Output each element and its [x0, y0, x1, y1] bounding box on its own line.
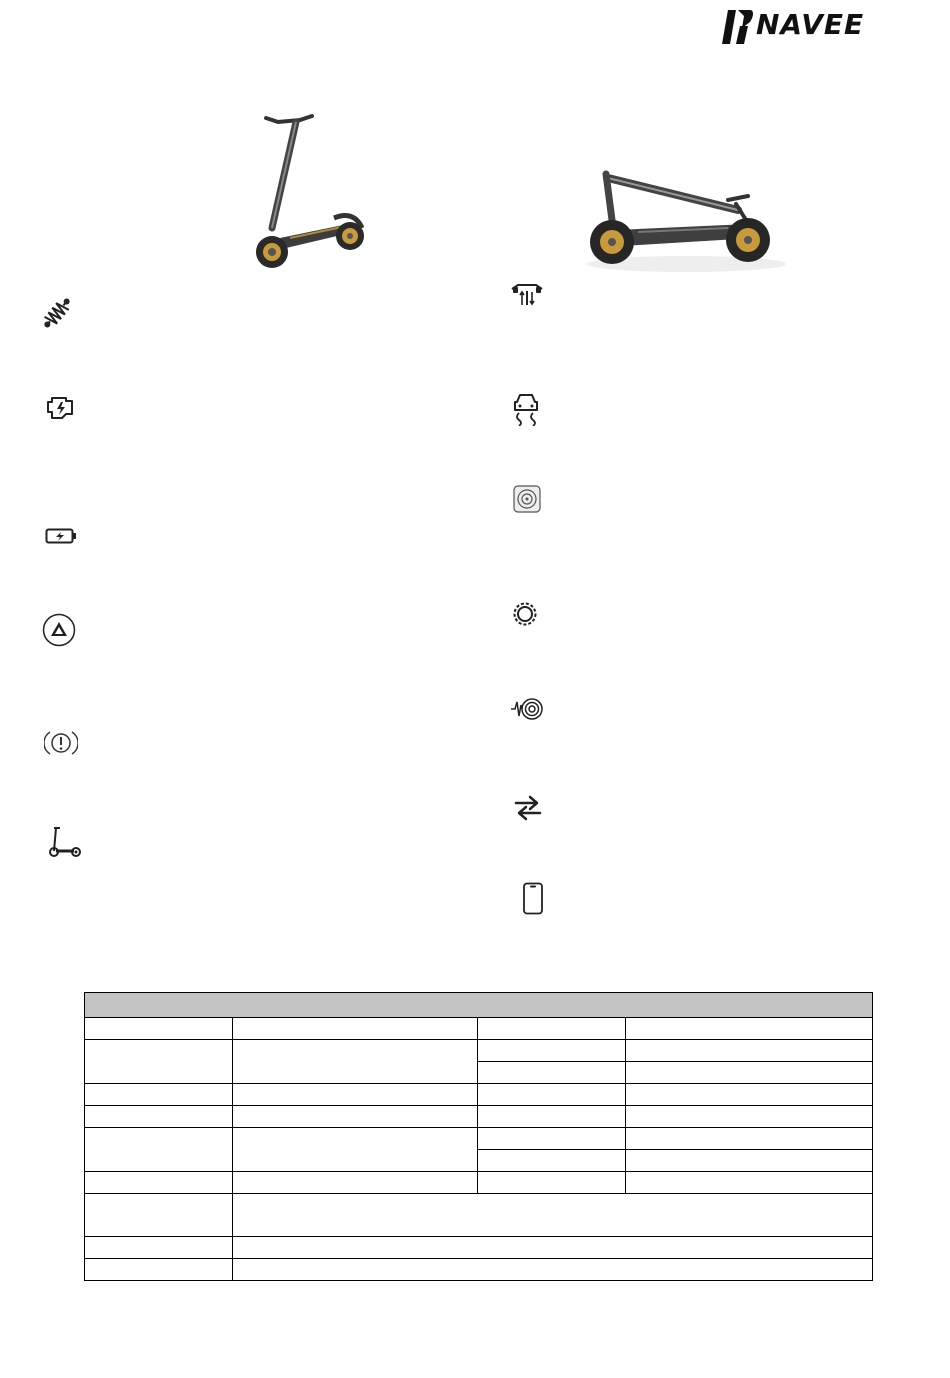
- table-cell: [233, 1237, 873, 1259]
- handlebar-adjust-icon: [510, 281, 544, 307]
- table-cell: [626, 1106, 873, 1128]
- table-cell: [233, 1259, 873, 1281]
- table-cell: [478, 1150, 626, 1172]
- table-cell: [626, 1172, 873, 1194]
- table-cell: [85, 1259, 233, 1281]
- table-cell: [85, 1040, 233, 1084]
- spec-table-header-row: [85, 993, 873, 1018]
- swap-arrows-icon: [512, 793, 544, 823]
- motor-power-icon: [44, 394, 78, 420]
- table-cell: [85, 1018, 233, 1040]
- table-cell: [626, 1084, 873, 1106]
- table-cell: [233, 1172, 478, 1194]
- skid-control-icon: [510, 392, 542, 426]
- tire-gear-icon: [512, 601, 538, 627]
- table-cell: [478, 1172, 626, 1194]
- table-cell: [85, 1106, 233, 1128]
- table-cell: [233, 1040, 478, 1084]
- scooter-icon: [48, 825, 82, 859]
- table-cell: [478, 1128, 626, 1150]
- table-cell: [233, 1018, 478, 1040]
- table-row: [85, 1084, 873, 1106]
- scooter-upright-photo: [250, 110, 370, 272]
- table-cell: [233, 1084, 478, 1106]
- table-cell: [478, 1106, 626, 1128]
- disc-brake-icon: [513, 485, 541, 513]
- table-cell: [233, 1194, 873, 1237]
- table-cell: [478, 1040, 626, 1062]
- table-cell: [85, 1194, 233, 1237]
- table-cell: [626, 1018, 873, 1040]
- table-cell: [233, 1128, 478, 1172]
- table-cell: [85, 1237, 233, 1259]
- brand-logo-text: NAVEE: [756, 8, 865, 41]
- table-row: [85, 1259, 873, 1281]
- scooter-folded-photo: [578, 160, 793, 274]
- spec-table-header: [85, 993, 873, 1018]
- suspension-spring-icon: [38, 292, 76, 334]
- table-cell: [478, 1084, 626, 1106]
- brake-warning-icon: [44, 728, 78, 758]
- table-row: [85, 1172, 873, 1194]
- table-cell: [233, 1106, 478, 1128]
- table-cell: [85, 1172, 233, 1194]
- sound-wave-icon: [510, 696, 544, 722]
- table-row: [85, 1128, 873, 1150]
- table-cell: [478, 1018, 626, 1040]
- table-cell: [626, 1040, 873, 1062]
- smartphone-icon: [522, 882, 544, 916]
- table-cell: [626, 1150, 873, 1172]
- table-cell: [626, 1062, 873, 1084]
- table-row: [85, 1237, 873, 1259]
- navee-mark-icon: [720, 8, 754, 46]
- table-cell: [626, 1128, 873, 1150]
- battery-charge-icon: [45, 527, 77, 545]
- table-cell: [85, 1128, 233, 1172]
- table-cell: [478, 1062, 626, 1084]
- table-row: [85, 1018, 873, 1040]
- brand-logo: [720, 6, 880, 46]
- table-row: [85, 1106, 873, 1128]
- spec-table: [84, 992, 873, 1281]
- table-row: [85, 1040, 873, 1062]
- table-cell: [85, 1084, 233, 1106]
- traction-control-icon: [42, 613, 76, 647]
- table-row: [85, 1194, 873, 1237]
